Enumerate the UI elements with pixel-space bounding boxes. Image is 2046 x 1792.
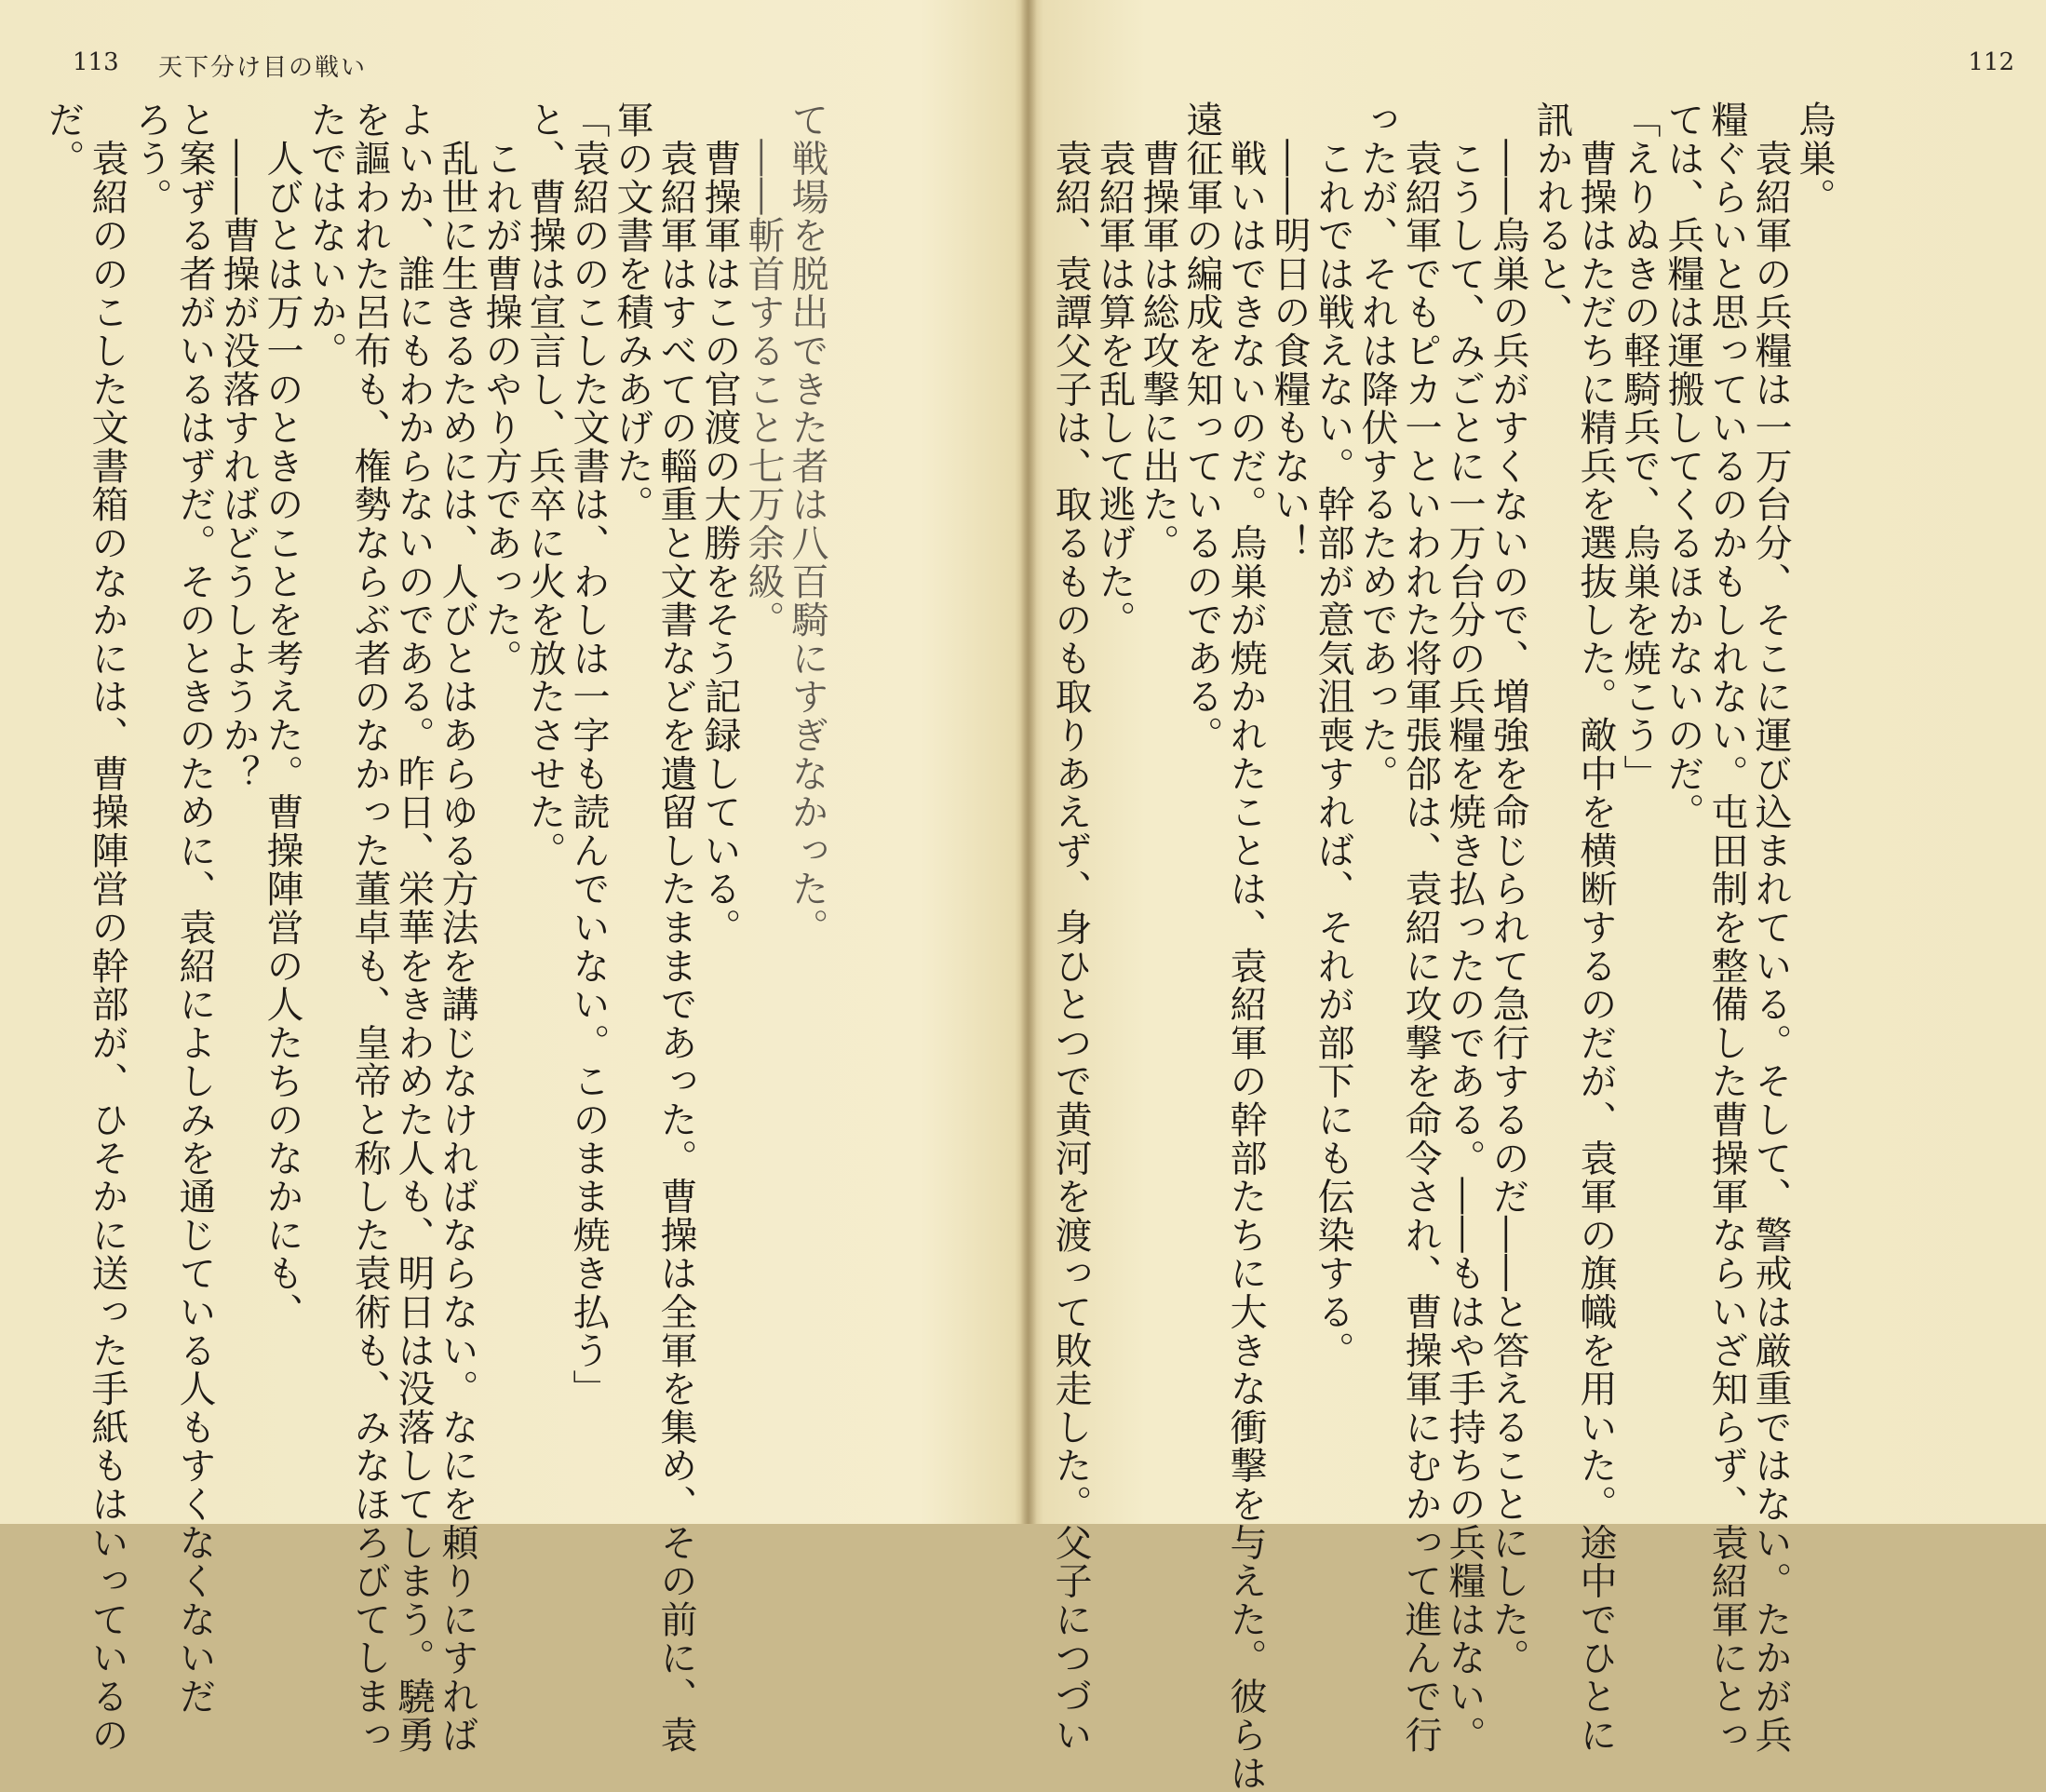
text-line: 軍の文書を積みあげた。 — [611, 101, 653, 524]
text-line: だ。 — [42, 101, 85, 178]
text-line: 烏巣。 — [1793, 101, 1836, 216]
text-line: ――曹操が没落すればどうしようか？ — [217, 101, 260, 793]
right-page-body — [1049, 101, 1836, 1792]
text-line: ったが、それは降伏するためであった。 — [1355, 101, 1398, 793]
text-line: こうして、みごとに一万台分の兵糧を焼き払ったのである。――もはや手持ちの兵糧はない。 — [1443, 101, 1486, 1754]
page-number-right: 112 — [1968, 48, 2014, 76]
text-line: と、曹操は宣言し、兵卒に火を放たさせた。 — [523, 101, 566, 869]
text-line: 戦いはできないのだ。烏巣が焼かれたことは、袁紹軍の幹部たちに大きな衝撃を与えた。彼らは — [1224, 101, 1267, 1792]
text-line: 曹操軍はこの官渡の大勝をそう記録している。 — [698, 101, 741, 947]
text-line: ――斬首すること七万余級。 — [742, 101, 785, 640]
text-line: て戦場を脱出できた者は八百騎にすぎなかった。 — [786, 101, 828, 947]
text-line: 袁紹軍はすべての輜重と文書などを遺留したままであった。曹操は全軍を集め、その前に、袁 — [654, 101, 697, 1754]
text-line: ――烏巣の兵がすくないので、増強を命じられて急行するのだ――と答えることにした。 — [1487, 101, 1529, 1677]
text-line: よいか、誰にもわからないのである。昨日、栄華をきわめた人も、明日は没落してしまう。驍勇 — [392, 101, 435, 1754]
text-line: 袁紹軍の兵糧は一万台分、そこに運び込まれている。そして、警戒は厳重ではない。たかが兵 — [1749, 101, 1792, 1754]
text-line: ろう。 — [129, 101, 172, 216]
text-line: たではないか。 — [304, 101, 347, 371]
text-line: 訊かれると、 — [1530, 101, 1573, 331]
text-line: ては、兵糧は運搬してくるほかないのだ。 — [1662, 101, 1704, 831]
text-line: 「えりぬきの軽騎兵で、烏巣を焼こう」 — [1618, 101, 1661, 793]
text-line: これが曹操のやり方であった。 — [479, 101, 522, 678]
text-line: ――明日の食糧もない！ — [1268, 101, 1311, 562]
text-line: 遠征軍の編成を知っているのである。 — [1180, 101, 1223, 755]
text-line: これでは戦えない。幹部が意気沮喪すれば、それが部下にも伝染する。 — [1312, 101, 1354, 1369]
text-line: 人びとは万一のときのことを考えた。曹操陣営の人たちのなかにも、 — [261, 101, 303, 1331]
right-page — [1033, 0, 2046, 1792]
text-line: と案ずる者がいるはずだ。そのときのために、袁紹によしみを通じている人もすくなくないだ — [173, 101, 216, 1716]
text-line: 乱世に生きるためには、人びとはあらゆる方法を講じなければならない。なにを頼りにすれば — [436, 101, 478, 1754]
left-page — [0, 0, 1024, 1754]
left-page-body — [9, 101, 828, 1754]
running-title: 天下分け目の戦い — [158, 54, 368, 82]
text-line: 袁紹、袁譚父子は、取るものも取りあえず、身ひとつで黄河を渡って敗走した。父子につづい — [1049, 101, 1092, 1754]
text-line: 袁紹軍は算を乱して逃げた。 — [1093, 101, 1136, 640]
text-line: 糧ぐらいと思っているのかもしれない。屯田制を整備した曹操軍ならいざ知らず、袁紹軍にとっ — [1705, 101, 1748, 1754]
text-line: 曹操軍は総攻撃に出た。 — [1137, 101, 1179, 562]
text-line: 曹操はただちに精兵を選抜した。敵中を横断するのだが、袁軍の旗幟を用いた。途中でひとに — [1574, 101, 1617, 1754]
text-line: 「袁紹ののこした文書は、わしは一字も読んでいない。このまま焼き払う」 — [567, 101, 610, 1408]
text-line: 袁紹ののこした文書箱のなかには、曹操陣営の幹部が、ひそかに送った手紙もはいっているの — [86, 101, 128, 1754]
text-line: 袁紹軍でもピカ一といわれた将軍張郃は、袁紹に攻撃を命令され、曹操軍にむかって進んで行 — [1399, 101, 1442, 1754]
text-line: を謳われた呂布も、権勢ならぶ者のなかった董卓も、皇帝と称した袁術も、みなほろびてしまっ — [348, 101, 391, 1754]
page-number-left: 113 — [73, 48, 119, 76]
